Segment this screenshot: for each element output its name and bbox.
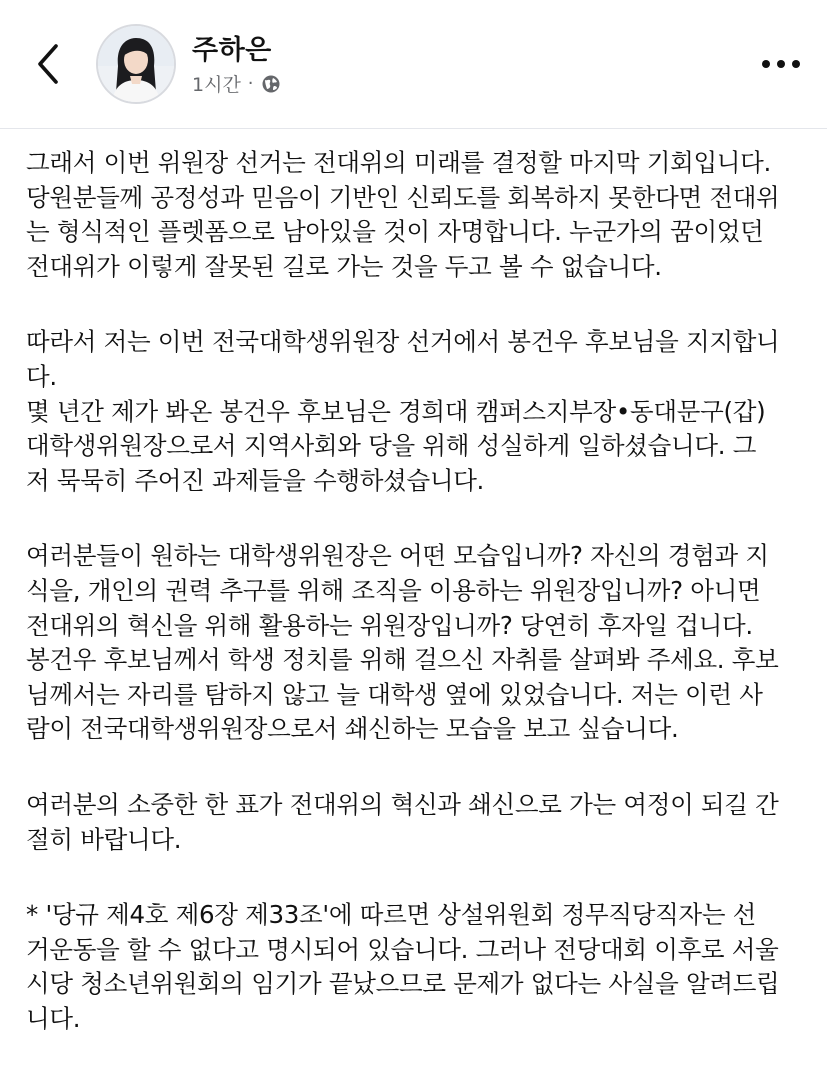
chevron-left-icon (34, 42, 62, 86)
post-paragraph-3: 여러분들이 원하는 대학생위원장은 어떤 모습입니까? 자신의 경험과 지 식을, 개인의 권력 추구를 위해 조직을 이용하는 위원장입니까? 아니면 전대위의 혁신을 위해 활용하는 위원장입니까? 당연히 후자일 겁니다. 봉건우 후보님께서 학생 정치를 위해 걸으신 자취를 살펴봐 주세요. 후보 님께서는 자리를 탐하지 않고 늘 대학생 옆에 있었습니다. 저는 이런 사 람이 전국대학생위원장으로서 쇄신하는 모습을 보고 싶습니다. (26, 541, 779, 744)
post-paragraph-2: 따라서 저는 이번 전국대학생위원장 선거에서 봉건우 후보님을 지지합니 다. 몇 년간 제가 봐온 봉건우 후보님은 경희대 캠퍼스지부장•동대문구(갑) 대학생위원장으로서 지역사회와 당을 위해 성실하게 일하셨습니다. 그 저 묵묵히 주어진 과제들을 수행하셨습니다. (26, 327, 780, 495)
post-paragraph-1: 그래서 이번 위원장 선거는 전대위의 미래를 결정할 마지막 기회입니다. 당원분들께 공정성과 믿음이 기반인 신뢰도를 회복하지 못한다면 전대위 는 형식적인 플렛폼으로 남아있을 것이 자명합니다. 누군가의 꿈이었던 전대위가 이렇게 잘못된 길로 가는 것을 두고 볼 수 없습니다. (26, 148, 780, 281)
post-paragraph-5: * '당규 제4호 제6장 제33조'에 따르면 상설위원회 정무직당직자는 선 거운동을 할 수 없다고 명시되어 있습니다. 그러나 전당대회 이후로 서울 시당 청소년위원회의 임기가 끝났으므로 문제가 없다는 사실을 알려드립 니다. (26, 900, 780, 1033)
profile-photo (98, 26, 174, 102)
post-body (26, 146, 812, 1077)
post-paragraph-4: 여러분의 소중한 한 표가 전대위의 혁신과 쇄신으로 가는 여정이 되길 간 절히 바랍니다. (26, 789, 779, 854)
more-options-button[interactable] (757, 44, 805, 84)
globe-icon (261, 74, 281, 94)
post-timestamp[interactable]: 1시간 (192, 74, 241, 96)
avatar[interactable] (96, 24, 176, 104)
post-header (0, 0, 827, 129)
meta-separator: · (247, 73, 254, 94)
post-meta (192, 70, 281, 97)
back-button[interactable] (24, 36, 72, 92)
author-name[interactable]: 주하은 (192, 35, 272, 66)
ellipsis-horizontal-icon (761, 59, 801, 69)
